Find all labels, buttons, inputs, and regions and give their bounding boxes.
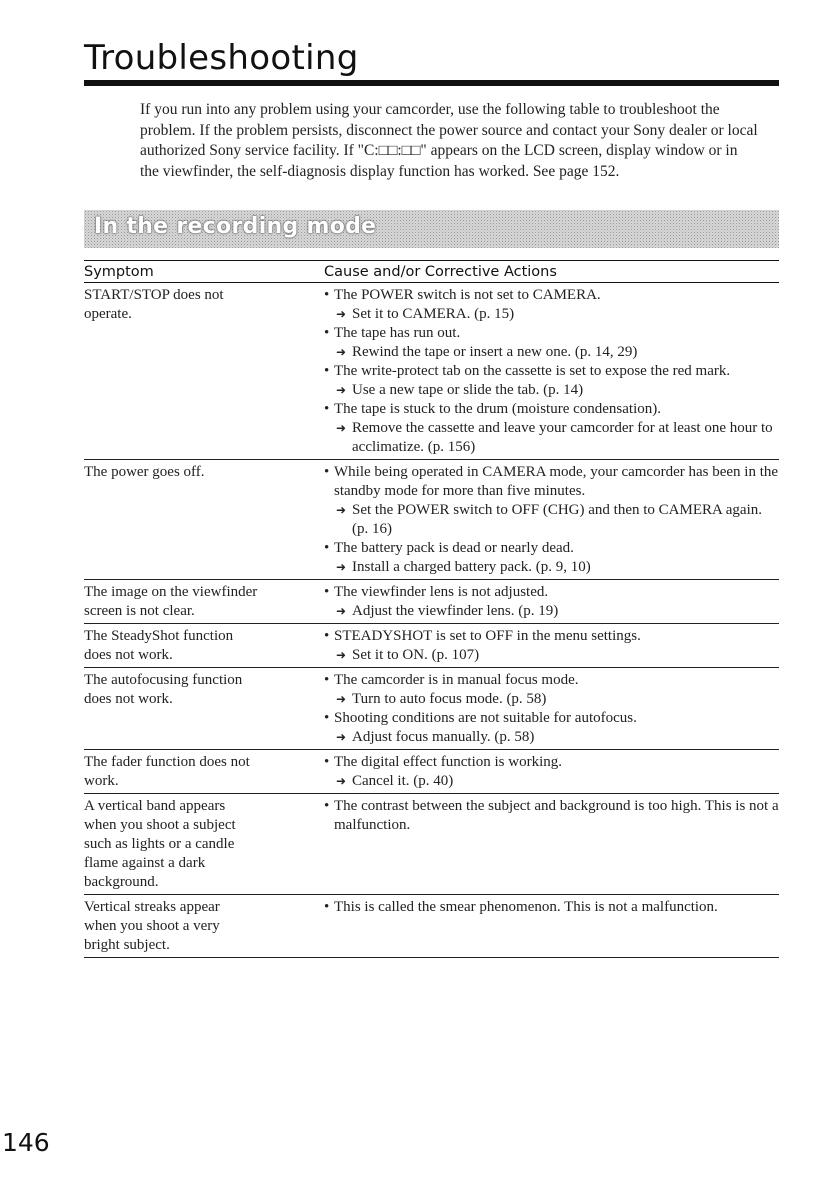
action-item [324,646,779,665]
cause-text: While being operated in CAMERA mode, your camcorder has been in the standby mode for more than five minutes. [334,464,779,499]
action-text: Adjust the viewfinder lens. (p. 19) [352,603,559,619]
action-item [324,343,779,362]
table-row [84,668,779,750]
intro-paragraph: If you run into any problem using your camcorder, use the following table to troubleshoot the problem. If the problem persists, disconnect the power source and contact your Sony dealer or local authorized Sony service facility. If "C:□□:□□" appears on the LCD screen, display window or in the viewfinder, the self-diagnosis display function has worked. See page 152. [140,101,758,180]
cause-cell [324,463,779,577]
action-item [324,419,779,457]
cause-text: The viewfinder lens is not adjusted. [334,584,549,600]
table-row [84,460,779,580]
bullet-icon: • [324,540,330,556]
table-header [84,260,779,283]
arrow-right-icon: ➜ [336,503,347,517]
bullet-icon: • [324,628,330,644]
bullet-icon: • [324,672,330,688]
bullet-icon: • [324,710,330,726]
cause-text: The POWER switch is not set to CAMERA. [334,287,601,303]
symptom-cell: Vertical streaks appear when you shoot a very bright subject. [84,899,220,953]
action-item [324,772,779,791]
action-text: Use a new tape or slide the tab. (p. 14) [352,382,584,398]
header-cause: Cause and/or Corrective Actions [324,264,557,280]
cause-cell [324,797,779,892]
action-text: Cancel it. (p. 40) [352,773,454,789]
action-text: Set it to CAMERA. (p. 15) [352,306,515,322]
section-title: In the recording mode [94,214,377,239]
arrow-right-icon: ➜ [336,307,347,321]
cause-item [324,583,779,602]
cause-cell [324,583,779,621]
symptom-cell: START/STOP does not operate. [84,287,224,322]
cause-cell [324,627,779,665]
action-item [324,690,779,709]
symptom-cell: The SteadyShot function does not work. [84,628,234,663]
action-item [324,602,779,621]
cause-item [324,362,779,381]
header-symptom: Symptom [84,264,154,280]
action-item [324,501,779,539]
cause-item [324,753,779,772]
action-text: Set it to ON. (p. 107) [352,647,480,663]
cause-cell [324,286,779,457]
bullet-icon: • [324,464,330,480]
section-band [84,210,779,248]
page-title: Troubleshooting [84,38,359,78]
arrow-right-icon: ➜ [336,648,347,662]
bullet-icon: • [324,899,330,915]
symptom-cell: The image on the viewfinder screen is not clear. [84,584,258,619]
action-text: Adjust focus manually. (p. 58) [352,729,535,745]
cause-item [324,400,779,419]
symptom-cell: The power goes off. [84,464,205,480]
table-row [84,624,779,668]
action-item [324,305,779,324]
cause-text: The tape is stuck to the drum (moisture condensation). [334,401,662,417]
action-text: Install a charged battery pack. (p. 9, 10) [352,559,591,575]
cause-text: The write-protect tab on the cassette is set to expose the red mark. [334,363,731,379]
arrow-right-icon: ➜ [336,560,347,574]
arrow-right-icon: ➜ [336,345,347,359]
cause-item [324,671,779,690]
table-body [84,283,779,958]
arrow-right-icon: ➜ [336,421,347,435]
cause-item [324,797,779,835]
cause-item [324,463,779,501]
cause-item [324,539,779,558]
cause-item [324,324,779,343]
table-row [84,283,779,460]
cause-item [324,898,779,917]
cause-text: Shooting conditions are not suitable for autofocus. [334,710,637,726]
bullet-icon: • [324,584,330,600]
action-item [324,381,779,400]
cause-cell [324,671,779,747]
cause-text: The camcorder is in manual focus mode. [334,672,579,688]
action-text: Remove the cassette and leave your camcorder for at least one hour to acclimatize. (p. 156) [352,420,773,455]
symptom-cell: The autofocusing function does not work. [84,672,243,707]
arrow-right-icon: ➜ [336,730,347,744]
action-text: Rewind the tape or insert a new one. (p. 14, 29) [352,344,638,360]
symptom-cell: The fader function does not work. [84,754,250,789]
cause-item [324,627,779,646]
cause-text: The battery pack is dead or nearly dead. [334,540,574,556]
bullet-icon: • [324,798,330,814]
troubleshooting-table [84,260,779,958]
arrow-right-icon: ➜ [336,604,347,618]
cause-text: The tape has run out. [334,325,461,341]
cause-item [324,286,779,305]
symptom-cell: A vertical band appears when you shoot a subject such as lights or a candle flame against a dark background. [84,798,236,890]
bullet-icon: • [324,363,330,379]
cause-cell [324,898,779,955]
action-item [324,558,779,577]
table-row [84,750,779,794]
cause-cell [324,753,779,791]
cause-text: The contrast between the subject and background is too high. This is not a malfunction. [334,798,779,833]
table-row [84,794,779,895]
arrow-right-icon: ➜ [336,774,347,788]
action-text: Set the POWER switch to OFF (CHG) and then to CAMERA again. (p. 16) [352,502,762,537]
page-number: 146 [2,1128,50,1157]
cause-text: This is called the smear phenomenon. This is not a malfunction. [334,899,718,915]
cause-text: The digital effect function is working. [334,754,562,770]
table-row [84,580,779,624]
action-item [324,728,779,747]
title-rule [84,80,779,86]
bullet-icon: • [324,401,330,417]
cause-item [324,709,779,728]
table-row [84,895,779,958]
arrow-right-icon: ➜ [336,692,347,706]
bullet-icon: • [324,754,330,770]
cause-text: STEADYSHOT is set to OFF in the menu settings. [334,628,641,644]
bullet-icon: • [324,325,330,341]
action-text: Turn to auto focus mode. (p. 58) [352,691,547,707]
bullet-icon: • [324,287,330,303]
arrow-right-icon: ➜ [336,383,347,397]
